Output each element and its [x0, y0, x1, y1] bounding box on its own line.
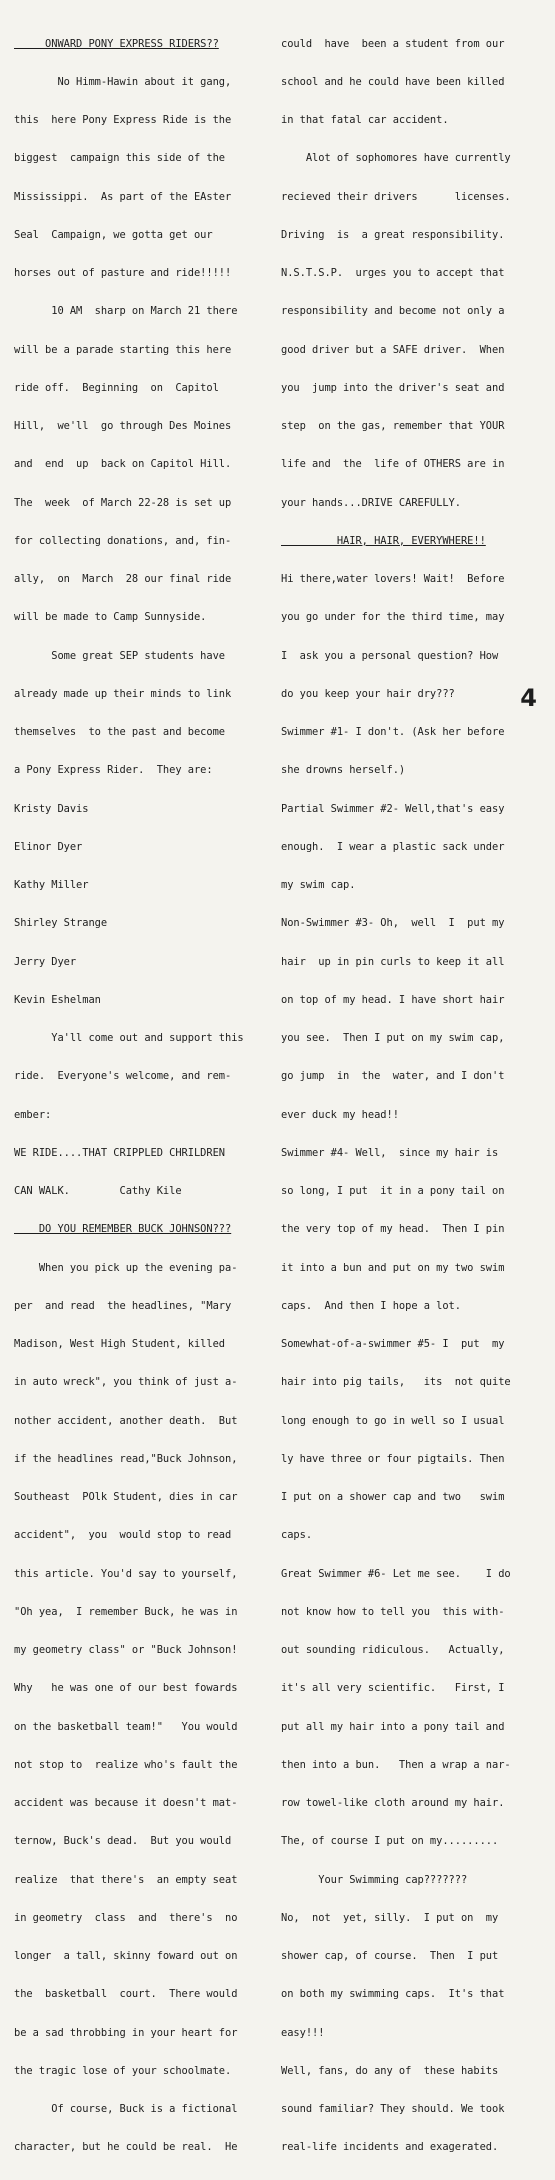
text-line: Your Swimming cap???????	[281, 1873, 468, 1886]
text-line: caps. And then I hope a lot.	[281, 1299, 461, 1312]
text-line: the basketball court. There would	[14, 1988, 238, 2001]
text-line: already made up their minds to link	[14, 687, 232, 700]
text-line: you jump into the driver's seat and	[281, 381, 505, 394]
text-line: ly have three or four pigtails. Then	[281, 1452, 505, 1465]
right-column	[281, 12, 543, 2180]
text-line: Some great SEP students have	[14, 649, 225, 662]
text-line: my swim cap.	[281, 879, 356, 891]
text-line: the tragic lose of your schoolmate.	[14, 2064, 232, 2077]
text-line: ride. Everyone's welcome, and rem-	[14, 1070, 232, 1083]
text-line: my geometry class" or "Buck Johnson!	[14, 1644, 238, 1656]
headline-hair: HAIR, HAIR, EVERYWHERE!!	[281, 534, 486, 547]
text-line: 10 AM sharp on March 21 there	[14, 305, 238, 318]
text-line: character, but he could be real. He	[14, 2141, 238, 2154]
text-line: do you keep your hair dry???	[281, 687, 455, 700]
text-line: your hands...DRIVE CAREFULLY.	[281, 496, 461, 509]
text-line: not stop to realize who's fault the	[14, 1758, 238, 1771]
text-line: sound familiar? They should. We took	[281, 2103, 505, 2115]
text-line: When you pick up the evening pa-	[14, 1261, 238, 1274]
text-line: she drowns herself.)	[281, 764, 406, 777]
text-line: ternow, Buck's dead. But you would	[14, 1835, 232, 1848]
headline-buck-johnson: DO YOU REMEMBER BUCK JOHNSON???	[14, 1223, 232, 1236]
text-line: Partial Swimmer #2- Well,that's easy	[281, 802, 505, 815]
text-line: The week of March 22-28 is set up	[14, 496, 232, 509]
text-line: Madison, West High Student, killed	[14, 1338, 225, 1350]
text-line: this here Pony Express Ride is the	[14, 114, 232, 126]
text-line: be a sad throbbing in your heart for	[14, 2026, 238, 2039]
text-line: Well, fans, do any of these habits	[281, 2064, 499, 2077]
rider-name: Elinor Dyer	[14, 840, 83, 853]
author-line: CAN WALK. Cathy Kile	[14, 1185, 182, 1197]
text-line: easy!!!	[281, 2026, 325, 2039]
text-line: Non-Swimmer #3- Oh, well I put my	[281, 917, 505, 930]
text-line: Mississippi. As part of the EAster	[14, 190, 232, 203]
text-line: No Himm-Hawin about it gang,	[14, 75, 232, 88]
text-line: put all my hair into a pony tail and	[281, 1720, 505, 1733]
text-line: caps.	[281, 1529, 313, 1542]
text-line: it into a bun and put on my two swim	[281, 1261, 505, 1274]
left-column	[14, 12, 272, 2180]
text-line: nother accident, another death. But	[14, 1414, 238, 1427]
text-line: Hi there,water lovers! Wait! Before	[281, 573, 505, 585]
text-line: accident was because it doesn't mat-	[14, 1797, 238, 1809]
text-line: good driver but a SAFE driver. When	[281, 343, 505, 356]
text-line: for collecting donations, and, fin-	[14, 534, 232, 547]
text-line: shower cap, of course. Then I put	[281, 1950, 499, 1962]
text-line: The, of course I put on my.........	[281, 1835, 499, 1848]
text-line: Ya'll come out and support this	[14, 1032, 244, 1044]
page-number: 4	[520, 684, 537, 712]
text-line: ride off. Beginning on Capitol	[14, 381, 219, 394]
text-line: on the basketball team!" You would	[14, 1720, 238, 1733]
text-line: recieved their drivers licenses.	[281, 190, 511, 203]
text-line: step on the gas, remember that YOUR	[281, 420, 505, 432]
headline-pony-express: ONWARD PONY EXPRESS RIDERS??	[14, 37, 219, 50]
rider-name: Kevin Eshelman	[14, 993, 101, 1006]
text-line: Swimmer #4- Well, since my hair is	[281, 1146, 499, 1159]
text-line: a Pony Express Rider. They are:	[14, 764, 213, 777]
text-line: you go under for the third time, may	[281, 611, 505, 624]
text-line: will be a parade starting this here	[14, 343, 232, 356]
text-line: Of course, Buck is a fictional	[14, 2103, 238, 2115]
text-line: themselves to the past and become	[14, 726, 225, 738]
text-line: Somewhat-of-a-swimmer #5- I put my	[281, 1338, 505, 1350]
text-line: will be made to Camp Sunnyside.	[14, 611, 207, 624]
text-line: ember:	[14, 1108, 52, 1121]
text-line: in geometry class and there's no	[14, 1911, 238, 1924]
text-line: it's all very scientific. First, I	[281, 1682, 505, 1695]
text-line: WE RIDE....THAT CRIPPLED CHRILDREN	[14, 1146, 225, 1159]
text-line: Southeast POlk Student, dies in car	[14, 1491, 238, 1503]
text-line: N.S.T.S.P. urges you to accept that	[281, 267, 505, 279]
text-line: this article. You'd say to yourself,	[14, 1567, 238, 1580]
text-line: long enough to go in well so I usual	[281, 1414, 505, 1427]
text-line: Seal Campaign, we gotta get our	[14, 228, 213, 241]
text-line: on top of my head. I have short hair	[281, 993, 505, 1006]
text-line: Hill, we'll go through Des Moines	[14, 420, 232, 432]
text-line: school and he could have been killed	[281, 75, 505, 88]
text-line: enough. I wear a plastic sack under	[281, 840, 505, 853]
text-line: hair up in pin curls to keep it all	[281, 955, 505, 968]
rider-name: Jerry Dyer	[14, 955, 77, 968]
text-line: not know how to tell you this with-	[281, 1605, 505, 1618]
text-line: No, not yet, silly. I put on my	[281, 1911, 499, 1924]
text-line: in that fatal car accident.	[281, 114, 449, 126]
text-line: out sounding ridiculous. Actually,	[281, 1644, 505, 1656]
text-line: Alot of sophomores have currently	[281, 152, 511, 165]
text-line: then into a bun. Then a wrap a nar-	[281, 1758, 511, 1771]
text-line: life and the life of OTHERS are in	[281, 458, 505, 471]
text-line: hair into pig tails, its not quite	[281, 1376, 511, 1389]
text-line: on both my swimming caps. It's that	[281, 1988, 505, 2001]
text-line: the very top of my head. Then I pin	[281, 1223, 505, 1236]
text-line: responsibility and become not only a	[281, 305, 505, 318]
rider-name: Kristy Davis	[14, 802, 89, 815]
text-line: "Oh yea, I remember Buck, he was in	[14, 1605, 238, 1618]
text-line: longer a tall, skinny foward out on	[14, 1950, 238, 1962]
text-line: I put on a shower cap and two swim	[281, 1491, 505, 1503]
text-line: and end up back on Capitol Hill.	[14, 458, 232, 471]
rider-name: Shirley Strange	[14, 917, 108, 930]
text-line: realize that there's an empty seat	[14, 1873, 238, 1886]
text-line: accident", you would stop to read	[14, 1529, 232, 1542]
text-line: biggest campaign this side of the	[14, 152, 225, 165]
text-line: so long, I put it in a pony tail on	[281, 1185, 505, 1197]
text-line: horses out of pasture and ride!!!!!	[14, 267, 232, 279]
text-line: if the headlines read,"Buck Johnson,	[14, 1452, 238, 1465]
text-line: Swimmer #1- I don't. (Ask her before	[281, 726, 505, 738]
text-line: you see. Then I put on my swim cap,	[281, 1032, 505, 1044]
text-line: go jump in the water, and I don't	[281, 1070, 505, 1083]
text-line: ally, on March 28 our final ride	[14, 573, 232, 585]
text-line: could have been a student from our	[281, 37, 505, 50]
text-line: per and read the headlines, "Mary	[14, 1299, 232, 1312]
text-line: in auto wreck", you think of just a-	[14, 1376, 238, 1389]
text-line: Why he was one of our best fowards	[14, 1682, 238, 1695]
text-line: Great Swimmer #6- Let me see. I do	[281, 1567, 511, 1580]
text-line: I ask you a personal question? How	[281, 649, 499, 662]
text-line: real-life incidents and exagerated.	[281, 2141, 499, 2154]
text-line: ever duck my head!!	[281, 1108, 399, 1121]
rider-name: Kathy Miller	[14, 879, 89, 891]
text-line: row towel-like cloth around my hair.	[281, 1797, 505, 1809]
text-line: Driving is a great responsibility.	[281, 228, 505, 241]
